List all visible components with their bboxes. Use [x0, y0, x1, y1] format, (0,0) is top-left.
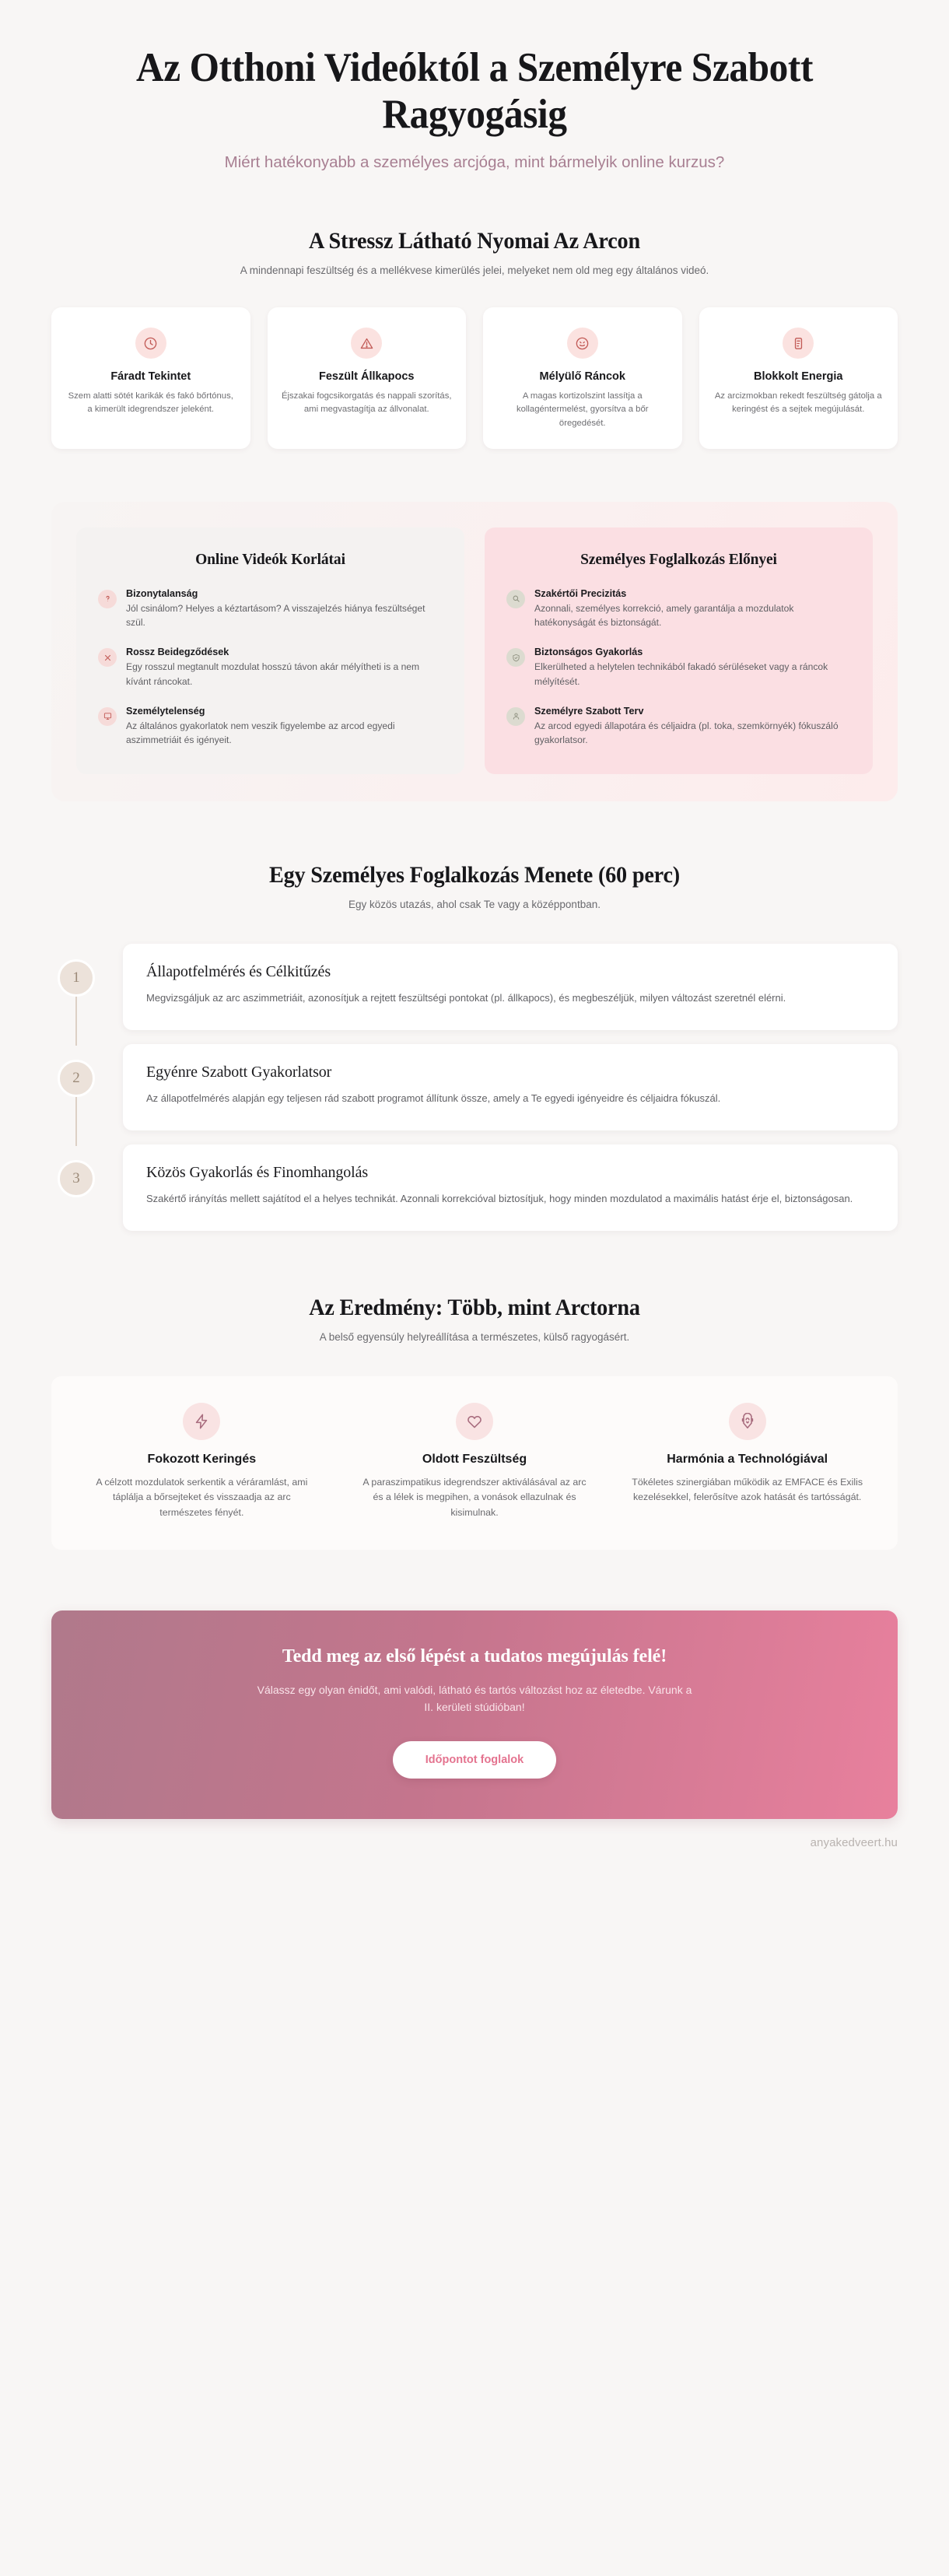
step-title: Közös Gyakorlás és Finomhangolás [146, 1164, 369, 1182]
stress-card-title: Mélyülő Ráncok [539, 370, 625, 384]
results-section-title: Az Eredmény: Több, mint Arctorna [309, 1294, 640, 1320]
hero-section [0, 0, 949, 173]
stress-card [483, 307, 682, 449]
process-section [0, 801, 949, 1231]
step-badge-column [51, 1044, 101, 1130]
process-section-head [51, 862, 898, 913]
online-limits-title: Online Videók Korlátai [195, 551, 345, 568]
list-item [506, 706, 851, 748]
step-text: Szakértő irányítás mellett sajátítod el a helyes technikát. Azonnali korrekcióval biztosítjuk, hogy minden mozdulatod a maximális hatást érje el, biztonságosan. [146, 1193, 853, 1205]
list-item [506, 647, 851, 689]
result-card [611, 1403, 884, 1520]
shield-check-icon [506, 648, 525, 667]
results-section [0, 1231, 949, 1550]
list-item [506, 588, 851, 630]
process-steps [51, 944, 898, 1230]
stress-card-title: Fáradt Tekintet [110, 370, 191, 384]
step-number-badge: 1 [58, 959, 95, 997]
step-text: Az állapotfelmérés alapján egy teljesen rád szabott programot állítunk össze, amely a Te egyedi igényeidre és céljaidra fókuszál. [146, 1092, 721, 1105]
list-item-heading: Rossz Beidegződések [126, 647, 229, 658]
step-connector-line [75, 1095, 77, 1146]
step-card [123, 1044, 898, 1130]
stress-card-grid [51, 307, 898, 449]
result-card [65, 1403, 338, 1520]
stress-section-head [51, 228, 898, 279]
stress-card-text: A magas kortizolszint lassítja a kollagéntermelést, gyorsítva a bőr öregedését. [516, 391, 649, 428]
result-card-text: A célzott mozdulatok serkentik a véráramlást, ami táplálja a bőrsejteket és visszaadja az arc természetes fényét. [96, 1477, 308, 1518]
step-number-badge: 3 [58, 1160, 95, 1197]
list-item-heading: Biztonságos Gyakorlás [534, 647, 643, 658]
list-item-heading: Személyre Szabott Terv [534, 705, 644, 717]
stress-card-text: Éjszakai fogcsikorgatás és nappali szorítás, ami megvastagítja az állvonalat. [281, 391, 452, 415]
list-item [98, 647, 443, 689]
battery-low-icon [783, 328, 814, 359]
x-mark-icon [98, 648, 117, 667]
list-item-text: Azonnali, személyes korrekció, amely garantálja a mozdulatok hatékonyságát és biztonságát. [534, 602, 794, 629]
step-card [123, 944, 898, 1030]
process-step [51, 1144, 898, 1231]
warning-triangle-icon [351, 328, 382, 359]
list-item-text: Elkerülheted a helytelen technikából fakadó sérüléseket vagy a ráncok mélyítését. [534, 661, 828, 687]
step-badge-column [51, 1144, 101, 1231]
personal-benefits-title: Személyes Foglalkozás Előnyei [580, 551, 777, 568]
step-card [123, 1144, 898, 1231]
process-section-title: Egy Személyes Foglalkozás Menete (60 perc) [268, 862, 681, 888]
step-title: Állapotfelmérés és Célkitűzés [146, 963, 331, 981]
user-icon [506, 707, 525, 726]
magnifier-icon [506, 590, 525, 608]
list-item [98, 706, 443, 748]
calm-face-icon [729, 1403, 766, 1440]
cta-text: Válassz egy olyan énidőt, ami valódi, látható és tartós változást hoz az életedbe. Várunk a II. kerületi stúdióban! [257, 1683, 692, 1714]
comparison-section [51, 502, 898, 801]
footer-brand: anyakedveert.hu [810, 1836, 898, 1850]
step-text: Megvizsgáljuk az arc aszimmetriáit, azonosítjuk a rejtett feszültségi pontokat (pl. állkapocs), és megbeszéljük, milyen változást szeretnél elérni. [146, 992, 786, 1004]
result-card-text: A paraszimpatikus idegrendszer aktiválásával az arc és a lélek is megpihen, a vonások ellazulnak és kisimulnak. [362, 1477, 587, 1518]
step-badge-column [51, 944, 101, 1030]
list-item-text: Egy rosszul megtanult mozdulat hosszú távon akár mélyítheti is a nem kívánt ráncokat. [126, 661, 420, 687]
list-item-text: Az általános gyakorlatok nem veszik figyelembe az arcod egyedi aszimmetriáit és igényeit. [126, 720, 395, 746]
stress-card-title: Feszült Állkapocs [319, 370, 415, 384]
frowning-face-icon [567, 328, 598, 359]
stress-section-subtitle: A mindennapi feszültség és a mellékvese kimerülés jelei, melyeket nem old meg egy általános videó. [240, 264, 709, 276]
question-mark-icon [98, 590, 117, 608]
result-card-title: Harmónia a Technológiával [667, 1453, 828, 1467]
list-item-heading: Bizonytalanság [126, 587, 198, 599]
result-card-text: Tökéletes szinergiában működik az EMFACE és Exilis kezelésekkel, felerősítve azok hatását és tartósságát. [632, 1477, 863, 1503]
stress-card-title: Blokkolt Energia [754, 370, 843, 384]
personal-benefits-panel [485, 527, 873, 774]
page-title: Az Otthoni Videóktól a Személyre Szabott Ragyogásig [136, 45, 813, 137]
step-connector-line [75, 995, 77, 1046]
list-item-text: Jól csinálom? Helyes a kéztartásom? A visszajelzés hiánya feszültséget szül. [126, 602, 425, 629]
step-title: Egyénre Szabott Gyakorlatsor [146, 1064, 332, 1081]
results-section-head [51, 1295, 898, 1345]
book-appointment-button[interactable]: Időpontot foglalok [393, 1741, 556, 1779]
stress-card [268, 307, 467, 449]
step-number-badge: 2 [58, 1060, 95, 1097]
process-step [51, 944, 898, 1030]
hero-subtitle: Miért hatékonyabb a személyes arcjóga, mint bármelyik online kurzus? [224, 152, 725, 171]
result-card [338, 1403, 611, 1520]
result-card-title: Fokozott Keringés [147, 1453, 257, 1467]
stress-card-text: Szem alatti sötét karikák és fakó bőrtónus, a kimerült idegrendszer jeleként. [68, 391, 233, 415]
process-step [51, 1044, 898, 1130]
lightning-bolt-icon [183, 1403, 220, 1440]
online-limits-panel [76, 527, 464, 774]
clock-icon [135, 328, 166, 359]
stress-card [51, 307, 250, 449]
stress-section-title: A Stressz Látható Nyomai Az Arcon [309, 227, 640, 254]
cta-title: Tedd meg az első lépést a tudatos megújulás felé! [282, 1645, 667, 1667]
cta-banner [51, 1610, 898, 1819]
stress-card-text: Az arcizmokban rekedt feszültség gátolja a keringést és a sejtek megújulását. [714, 391, 882, 415]
footer [0, 1819, 949, 1870]
list-item-text: Az arcod egyedi állapotára és céljaidra (pl. toka, szemkörnyék) fókuszáló gyakorlatsor. [534, 720, 839, 746]
results-section-subtitle: A belső egyensúly helyreállítása a természetes, külső ragyogásért. [319, 1330, 630, 1343]
list-item [98, 588, 443, 630]
list-item-heading: Személytelenség [126, 705, 205, 717]
list-item-heading: Szakértői Precizitás [534, 587, 627, 599]
results-card-grid [51, 1376, 898, 1550]
stress-card [699, 307, 898, 449]
heart-icon [456, 1403, 493, 1440]
process-section-subtitle: Egy közös utazás, ahol csak Te vagy a középpontban. [348, 899, 601, 911]
monitor-icon [98, 707, 117, 726]
stress-signs-section [0, 173, 949, 449]
result-card-title: Oldott Feszültség [422, 1453, 527, 1467]
